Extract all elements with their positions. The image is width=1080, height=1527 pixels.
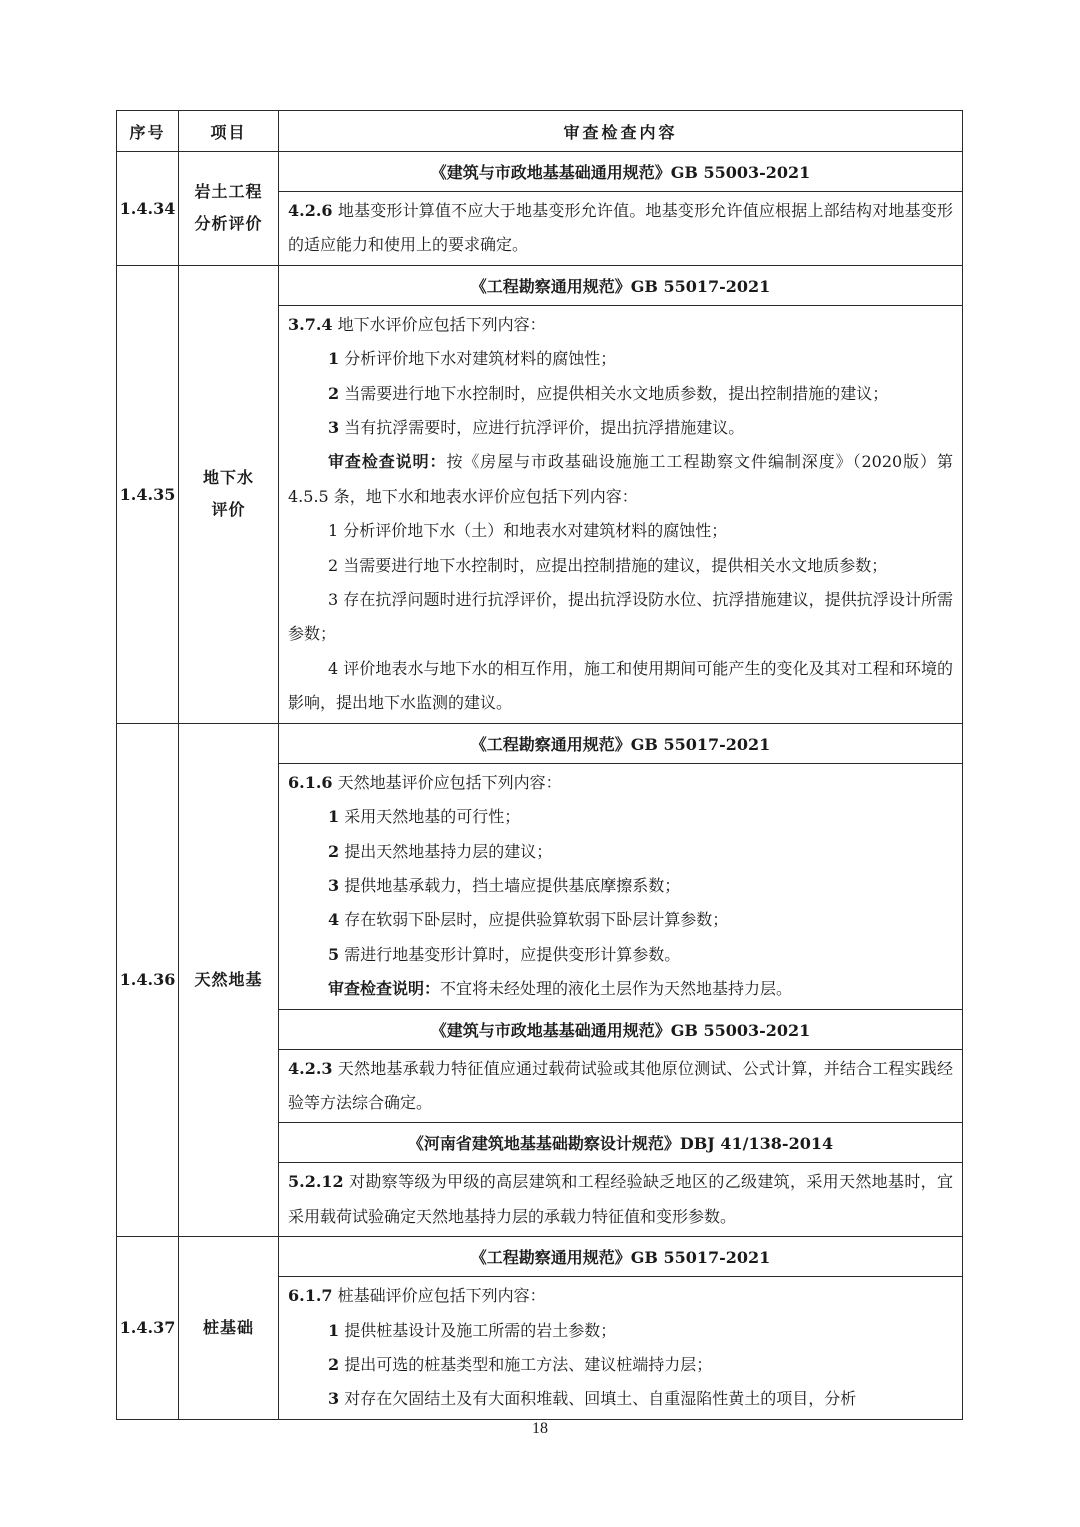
clause-number: 2 — [328, 841, 340, 861]
clause-text: 地基变形计算值不应大于地基变形允许值。地基变形允许值应根据上部结构对地基变形的适应能力和使用上的要求确定。 — [288, 201, 953, 255]
section-number: 1.4.37 — [117, 1237, 179, 1420]
clause-number: 6.1.7 — [288, 1286, 333, 1306]
clause-text: 提供地基承载力，挡土墙应提供基底摩擦系数； — [339, 875, 681, 895]
section-item-line: 地下水 — [202, 468, 254, 488]
clause-paragraph — [288, 869, 953, 903]
section-item-line: 分析评价 — [194, 214, 263, 234]
clause-text: 3 存在抗浮问题时进行抗浮评价，提出抗浮设防水位、抗浮措施建议，提供抗浮设计所需参数； — [288, 590, 953, 644]
section-number: 1.4.35 — [117, 265, 179, 723]
clause-number: 2 — [328, 1354, 340, 1374]
page-number: 18 — [532, 1420, 548, 1437]
clause-text: 提出可选的桩基类型和施工方法、建议桩端持力层； — [339, 1354, 713, 1374]
clause-number: 3.7.4 — [288, 314, 333, 334]
clause-number: 1 — [328, 349, 340, 369]
clause-paragraph — [288, 766, 953, 800]
clause-number: 1 — [328, 1320, 340, 1340]
clause-body — [279, 763, 963, 1009]
clause-number: 4.2.3 — [288, 1058, 333, 1078]
section-item-line: 天然地基 — [194, 969, 263, 989]
standard-title: 《河南省建筑地基基础勘察设计规范》DBJ 41/138-2014 — [279, 1123, 963, 1163]
clause-paragraph — [288, 514, 953, 548]
clause-body — [279, 305, 963, 723]
standard-row — [117, 152, 963, 192]
clause-text: 对存在欠固结土及有大面积堆载、回填土、自重湿陷性黄土的项目，分析 — [339, 1389, 857, 1409]
clause-body — [279, 192, 963, 266]
standard-title: 《建筑与市政地基基础通用规范》GB 55003-2021 — [279, 1009, 963, 1049]
clause-paragraph — [288, 972, 953, 1006]
standard-title: 《工程勘察通用规范》GB 55017-2021 — [279, 723, 963, 763]
review-note-label: 审查检查说明： — [328, 979, 441, 999]
clause-text: 天然地基评价应包括下列内容： — [332, 772, 562, 792]
clause-body — [279, 1277, 963, 1420]
clause-paragraph — [288, 194, 953, 263]
clause-paragraph — [288, 1165, 953, 1234]
clause-paragraph — [288, 1052, 953, 1121]
clause-paragraph — [288, 835, 953, 869]
clause-number: 2 — [328, 383, 340, 403]
section-item — [179, 723, 279, 1236]
clause-text: 当有抗浮需要时，应进行抗浮评价，提出抗浮措施建议。 — [339, 418, 745, 438]
section-item-line: 评价 — [211, 500, 246, 520]
clause-paragraph — [288, 1279, 953, 1313]
standard-row — [117, 1237, 963, 1277]
section-item — [179, 1237, 279, 1420]
clause-text: 提出天然地基持力层的建议； — [339, 841, 553, 861]
standard-row — [117, 723, 963, 763]
clause-paragraph — [288, 377, 953, 411]
clause-body — [279, 1049, 963, 1123]
clause-number: 3 — [328, 1389, 340, 1409]
standard-row — [117, 265, 963, 305]
clause-text: 按《房屋与市政基础设施施工工程勘察文件编制深度》（2020版）第 4.5.5 条，地下水和地表水评价应包括下列内容： — [288, 452, 953, 506]
clause-text: 分析评价地下水对建筑材料的腐蚀性； — [339, 349, 617, 369]
clause-number: 4.2.6 — [288, 201, 333, 220]
clause-text: 提供桩基设计及施工所需的岩土参数； — [339, 1320, 617, 1340]
clause-paragraph — [288, 342, 953, 376]
clause-text: 当需要进行地下水控制时，应提供相关水文地质参数，提出控制措施的建议； — [339, 383, 889, 403]
clause-paragraph — [288, 445, 953, 514]
standard-title: 《工程勘察通用规范》GB 55017-2021 — [279, 1237, 963, 1277]
clause-number: 5.2.12 — [288, 1172, 344, 1192]
clause-paragraph — [288, 800, 953, 834]
section-item-line: 桩基础 — [202, 1317, 254, 1337]
clause-paragraph — [288, 938, 953, 972]
clause-text: 采用天然地基的可行性； — [339, 807, 521, 827]
section-item-line: 岩土工程 — [194, 182, 263, 202]
review-table — [116, 110, 963, 1420]
clause-paragraph — [288, 583, 953, 652]
review-note-label: 审查检查说明： — [328, 452, 447, 472]
clause-text: 1 分析评价地下水（土）和地表水对建筑材料的腐蚀性； — [328, 521, 728, 541]
clause-text: 2 当需要进行地下水控制时，应提出控制措施的建议，提供相关水文地质参数； — [328, 555, 888, 575]
clause-text: 4 评价地表水与地下水的相互作用，施工和使用期间可能产生的变化及其对工程和环境的影响，提出地下水监测的建议。 — [288, 658, 953, 713]
clause-number: 4 — [328, 910, 340, 930]
header-no: 序号 — [117, 111, 179, 152]
clause-paragraph — [288, 1314, 953, 1348]
clause-paragraph — [288, 903, 953, 937]
clause-paragraph — [288, 1348, 953, 1382]
clause-paragraph — [288, 1382, 953, 1416]
clause-text: 需进行地基变形计算时，应提供变形计算参数。 — [339, 944, 681, 964]
clause-number: 6.1.6 — [288, 772, 333, 792]
standard-title: 《工程勘察通用规范》GB 55017-2021 — [279, 265, 963, 305]
clause-paragraph — [288, 411, 953, 445]
clause-text: 不宜将未经处理的液化土层作为天然地基持力层。 — [440, 979, 793, 999]
clause-text: 桩基础评价应包括下列内容： — [332, 1286, 546, 1306]
clause-number: 3 — [328, 875, 340, 895]
clause-text: 天然地基承载力特征值应通过载荷试验或其他原位测试、公式计算，并结合工程实践经验等方法综合确定。 — [288, 1058, 953, 1112]
section-item — [179, 265, 279, 723]
clause-number: 3 — [328, 418, 340, 438]
header-content: 审查检查内容 — [279, 111, 963, 152]
clause-paragraph — [288, 652, 953, 721]
clause-number: 1 — [328, 807, 340, 827]
header-item: 项目 — [179, 111, 279, 152]
section-item — [179, 152, 279, 266]
standard-title: 《建筑与市政地基基础通用规范》GB 55003-2021 — [279, 152, 963, 192]
table-header-row — [117, 111, 963, 152]
clause-body — [279, 1163, 963, 1237]
section-number: 1.4.36 — [117, 723, 179, 1236]
clause-text: 存在软弱下卧层时，应提供验算软弱下卧层计算参数； — [339, 910, 729, 930]
section-number: 1.4.34 — [117, 152, 179, 266]
clause-paragraph — [288, 549, 953, 583]
clause-text: 对勘察等级为甲级的高层建筑和工程经验缺乏地区的乙级建筑，采用天然地基时，宜采用载荷试验确定天然地基持力层的承载力特征值和变形参数。 — [288, 1172, 953, 1226]
clause-number: 5 — [328, 944, 340, 964]
clause-text: 地下水评价应包括下列内容： — [332, 314, 546, 334]
clause-paragraph — [288, 308, 953, 342]
